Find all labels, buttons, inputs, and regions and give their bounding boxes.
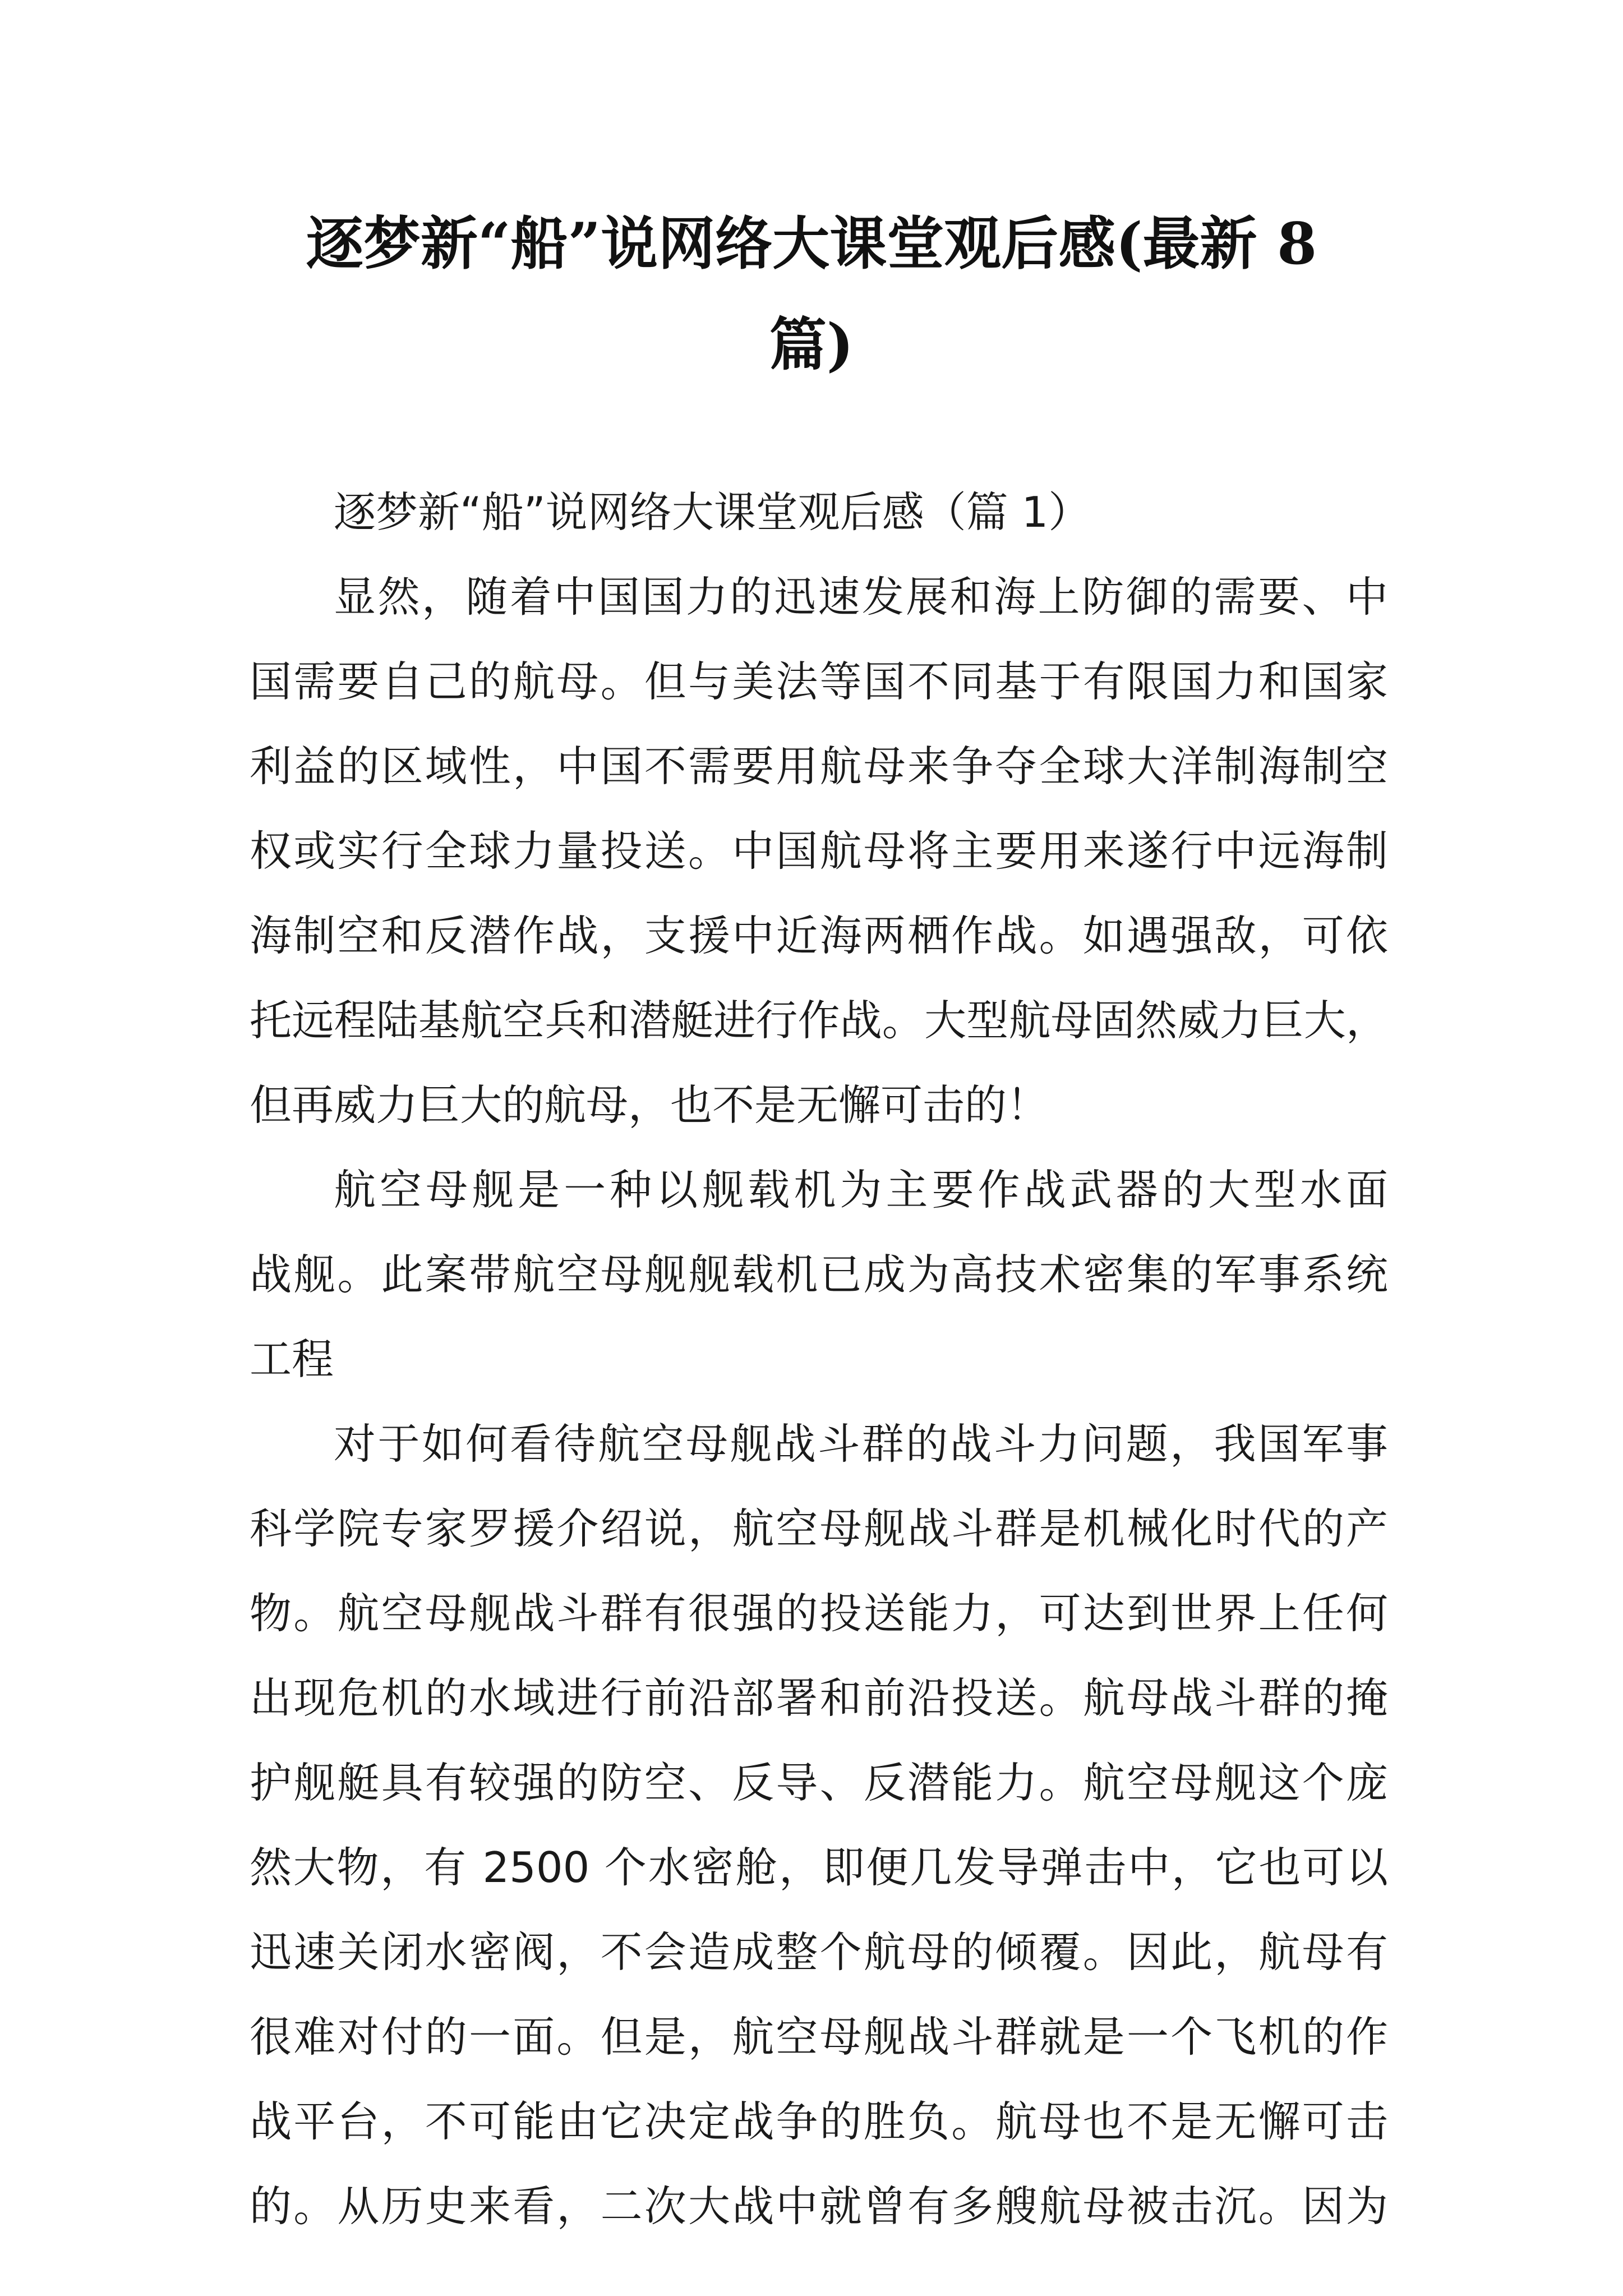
paragraph-2 — [250, 1148, 1388, 1402]
paragraph-line: 物。航空母舰战斗群有很强的投送能力，可达到世界上任何 — [250, 1589, 1388, 1638]
paragraph-line: 迅速关闭水密阀，不会造成整个航母的倾覆。因此，航母有 — [250, 1927, 1388, 1977]
paragraph-line: 然大物，有 2500 个水密舱，即便几发导弹击中，它也可以 — [250, 1843, 1388, 1892]
paragraph-line: 托远程陆基航空兵和潜艇进行作战。大型航母固然威力巨大， — [250, 996, 1388, 1045]
paragraph-line: 显然，随着中国国力的迅速发展和海上防御的需要、中 — [334, 572, 1388, 622]
paragraph-line: 但再威力巨大的航母，也不是无懈可击的！ — [250, 1080, 1049, 1130]
paragraph-line: 出现危机的水域进行前沿部署和前沿投送。航母战斗群的掩 — [250, 1673, 1388, 1723]
paragraph-line: 权或实行全球力量投送。中国航母将主要用来遂行中远海制 — [250, 826, 1388, 876]
paragraph-line: 很难对付的一面。但是，航空母舰战斗群就是一个飞机的作 — [250, 2012, 1388, 2062]
paragraph-line: 工程 — [250, 1335, 334, 1384]
paragraph-line: 国需要自己的航母。但与美法等国不同基于有限国力和国家 — [250, 657, 1388, 706]
paragraph-line: 战舰。此案带航空母舰舰载机已成为高技术密集的军事系统 — [250, 1250, 1388, 1299]
paragraph-line: 航空母舰是一种以舰载机为主要作战武器的大型水面 — [334, 1165, 1388, 1214]
paragraph-line: 海制空和反潜作战，支援中近海两栖作战。如遇强敌，可依 — [250, 911, 1388, 960]
paragraph-line: 对于如何看待航空母舰战斗群的战斗力问题，我国军事 — [334, 1419, 1388, 1469]
section-heading: 逐梦新“船”说网络大课堂观后感（篇 1） — [334, 487, 1091, 537]
document-body — [250, 470, 1388, 2249]
paragraph-line: 护舰艇具有较强的防空、反导、反潜能力。航空母舰这个庞 — [250, 1758, 1388, 1807]
paragraph-line: 科学院专家罗援介绍说，航空母舰战斗群是机械化时代的产 — [250, 1504, 1388, 1553]
paragraph-line: 战平台，不可能由它决定战争的胜负。航母也不是无懈可击 — [250, 2097, 1388, 2146]
title-line-1: 逐梦新“船”说网络大课堂观后感(最新 8 — [306, 210, 1317, 278]
paragraph-line: 的。从历史来看，二次大战中就曾有多艘航母被击沉。因为 — [250, 2182, 1388, 2231]
paragraph-1 — [250, 555, 1388, 1148]
document-title — [213, 194, 1410, 395]
title-line-2: 篇) — [769, 311, 854, 379]
paragraph-3 — [250, 1402, 1388, 2249]
paragraph-line: 利益的区域性，中国不需要用航母来争夺全球大洋制海制空 — [250, 742, 1388, 791]
